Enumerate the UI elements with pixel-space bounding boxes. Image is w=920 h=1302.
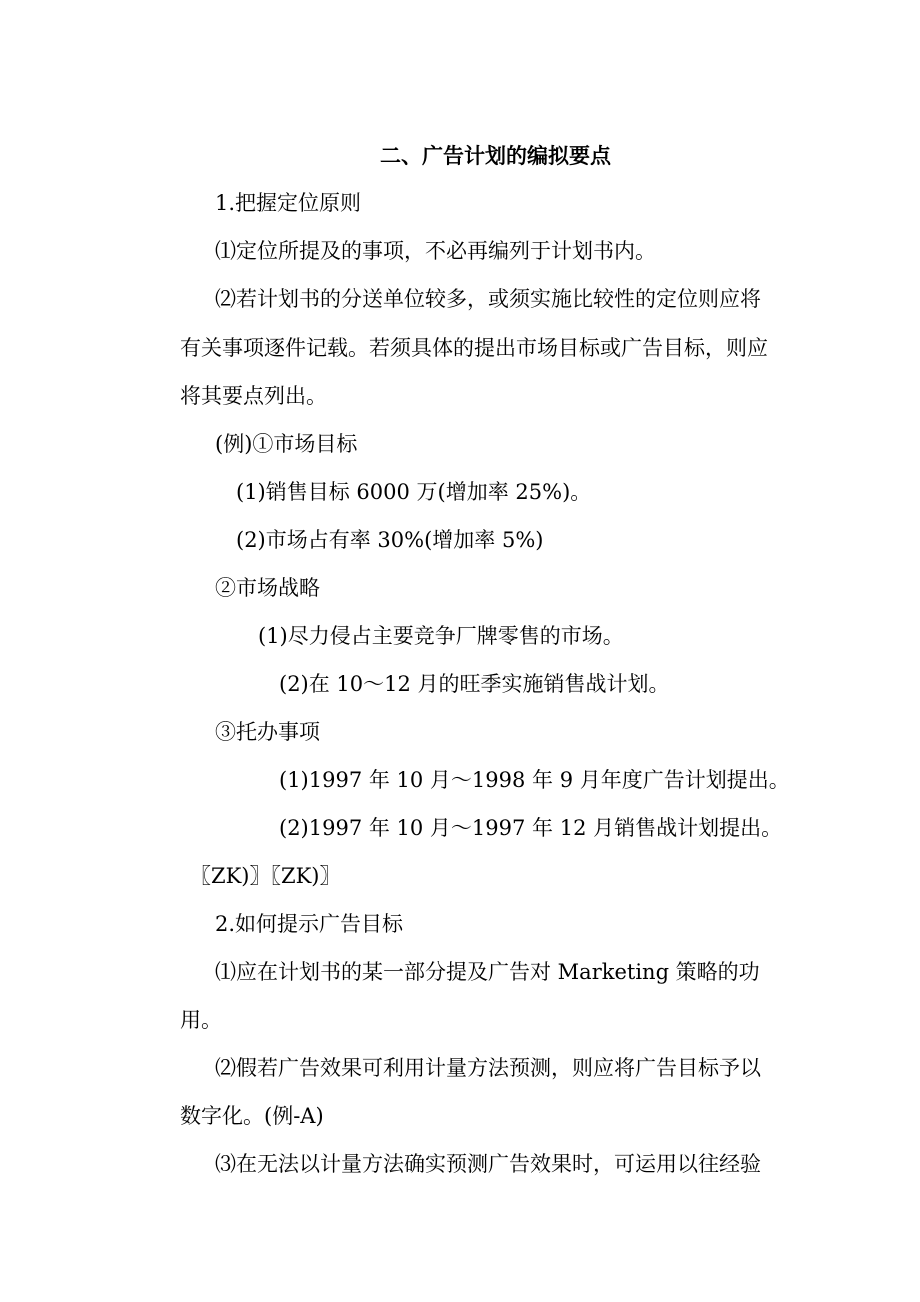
text-line: (2)1997 年 10 月～1997 年 12 月销售战计划提出。 <box>279 816 783 840</box>
text-line: (1)销售目标 6000 万(增加率 25%)。 <box>236 480 592 504</box>
text-line: 数字化。(例-A) <box>180 1104 324 1128</box>
text-line: ⑴应在计划书的某一部分提及广告对 Marketing 策略的功 <box>215 960 760 984</box>
text-line: 将其要点列出。 <box>180 384 327 408</box>
text-line: 1.把握定位原则 <box>215 191 362 215</box>
text-line: 有关事项逐件记载。若须具体的提出市场目标或广告目标，则应 <box>180 336 768 360</box>
text-line: (2)市场占有率 30%(增加率 5%) <box>236 528 544 552</box>
text-line: (2)在 10～12 月的旺季实施销售战计划。 <box>279 672 670 696</box>
text-line: 用。 <box>180 1008 222 1032</box>
text-line: 〖ZK)〗〖ZK)〗 <box>190 864 341 888</box>
text-line: (1)尽力侵占主要竞争厂牌零售的市场。 <box>258 624 624 648</box>
text-line: ⑴定位所提及的事项，不必再编列于计划书内。 <box>215 239 656 263</box>
text-line: ⑵假若广告效果可利用计量方法预测，则应将广告目标予以 <box>215 1056 761 1080</box>
text-line: ③托办事项 <box>215 720 320 744</box>
section-title: 二、广告计划的编拟要点 <box>380 143 611 168</box>
text-line: 2.如何提示广告目标 <box>215 912 404 936</box>
text-line: ⑶在无法以计量方法确实预测广告效果时，可运用以往经验 <box>215 1152 761 1176</box>
text-line: ②市场战略 <box>215 576 320 600</box>
text-line: (例)①市场目标 <box>215 432 358 456</box>
text-line: (1)1997 年 10 月～1998 年 9 月年度广告计划提出。 <box>279 768 790 792</box>
text-line: ⑵若计划书的分送单位较多，或须实施比较性的定位则应将 <box>215 287 761 311</box>
